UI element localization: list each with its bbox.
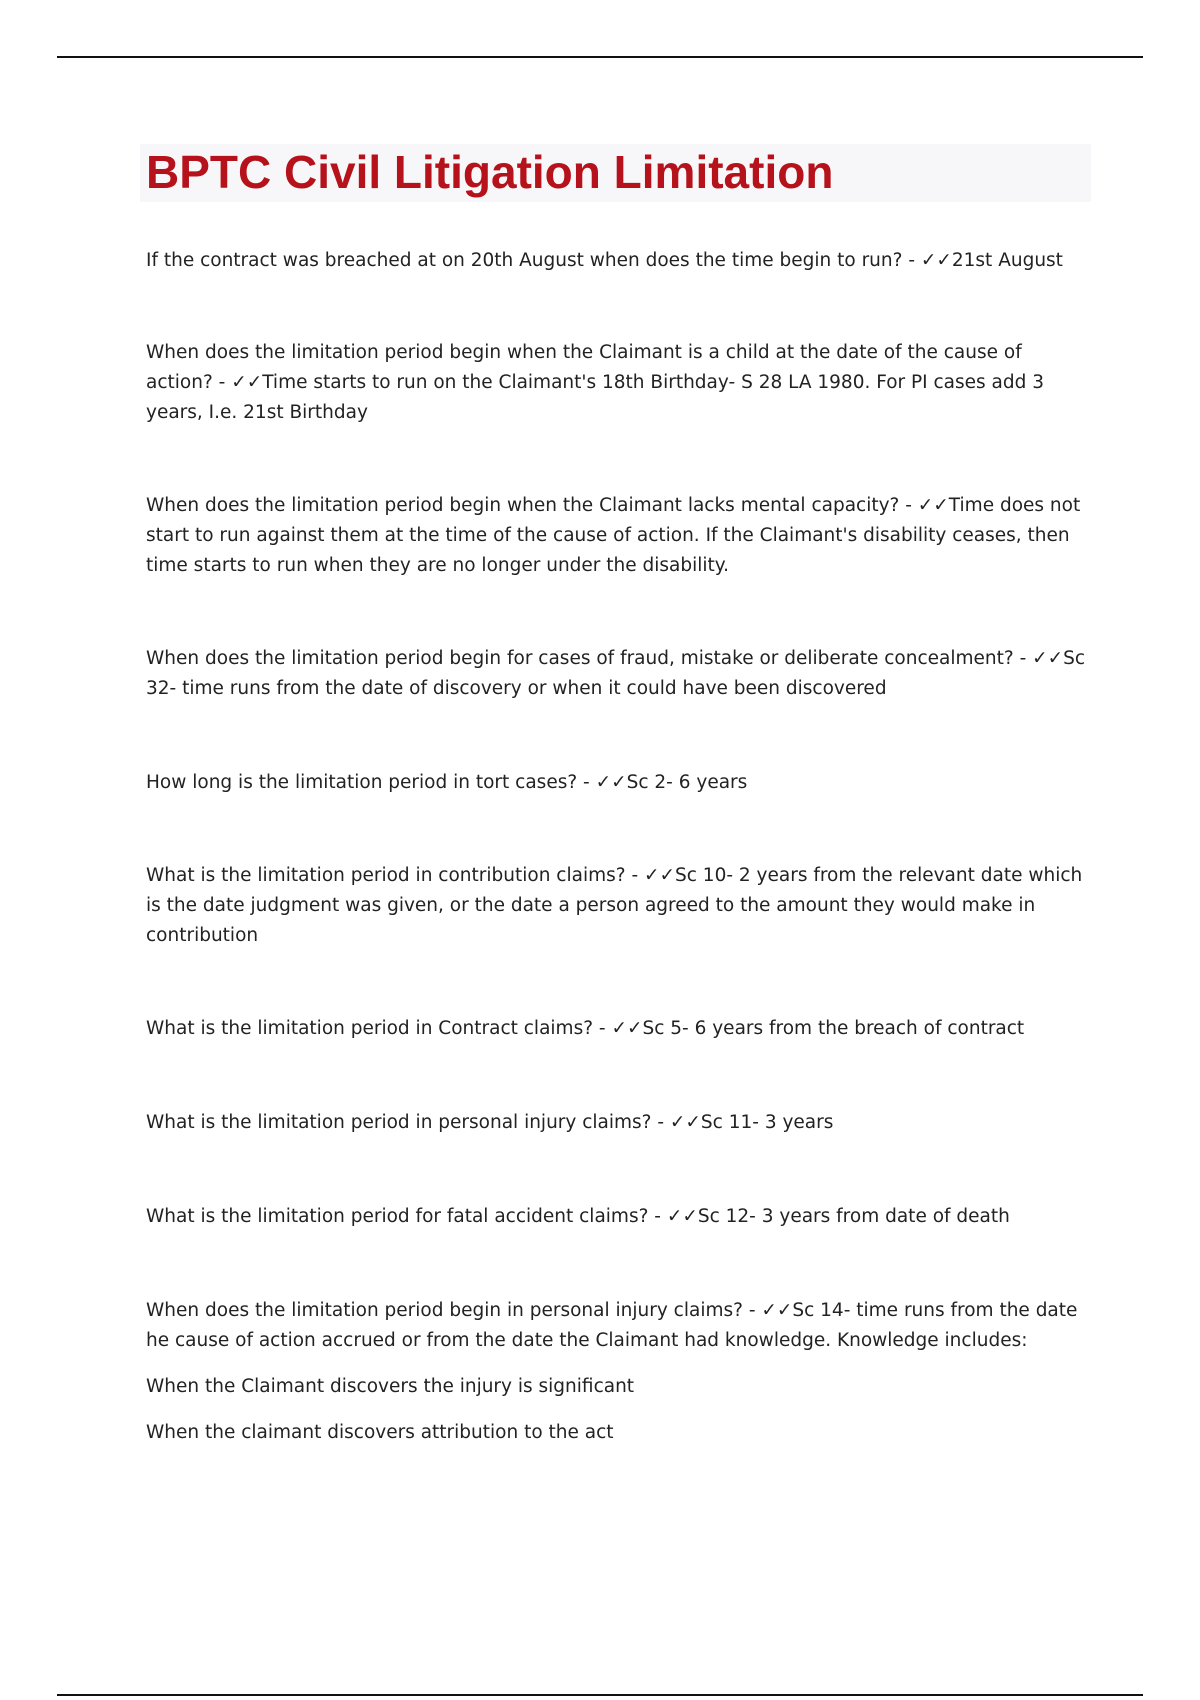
bottom-rule <box>57 1694 1143 1696</box>
qa-item-8: What is the limitation period in personal injury claims? - ✓✓Sc 11- 3 years <box>146 1112 834 1133</box>
knowledge-point-2: When the claimant discovers attribution to the act <box>146 1422 614 1443</box>
knowledge-point-1: When the Claimant discovers the injury is significant <box>146 1376 635 1397</box>
qa-item-3: When does the limitation period begin when the Claimant lacks mental capacity? - ✓✓Time does not start to run against them at the time of the cause of action. If the Claimant's disability ceases, then time starts to run when they are no longer under the disability. <box>146 495 1081 576</box>
qa-item-7: What is the limitation period in Contract claims? - ✓✓Sc 5- 6 years from the breach of contract <box>146 1018 1025 1039</box>
top-rule <box>57 56 1143 58</box>
qa-item-9: What is the limitation period for fatal accident claims? - ✓✓Sc 12- 3 years from date of death <box>146 1206 1010 1227</box>
qa-item-6: What is the limitation period in contribution claims? - ✓✓Sc 10- 2 years from the relevant date which is the date judgment was given, or the date a person agreed to the amount they would make in contribution <box>146 865 1083 946</box>
qa-item-10: When does the limitation period begin in personal injury claims? - ✓✓Sc 14- time runs from the date he cause of action accrued or from the date the Claimant had knowledge. Knowledge includes: <box>146 1300 1078 1351</box>
qa-item-4: When does the limitation period begin for cases of fraud, mistake or deliberate concealment? - ✓✓Sc 32- time runs from the date of discovery or when it could have been discovered <box>146 648 1086 699</box>
qa-item-2: When does the limitation period begin when the Claimant is a child at the date of the cause of action? - ✓✓Time starts to run on the Claimant's 18th Birthday- S 28 LA 1980. For PI cases add 3 years, I.e. 21st Birthday <box>146 342 1045 423</box>
document-title: BPTC Civil Litigation Limitation <box>146 146 834 198</box>
qa-item-5: How long is the limitation period in tort cases? - ✓✓Sc 2- 6 years <box>146 772 748 793</box>
qa-item-1: If the contract was breached at on 20th August when does the time begin to run? - ✓✓21st August <box>146 250 1063 271</box>
